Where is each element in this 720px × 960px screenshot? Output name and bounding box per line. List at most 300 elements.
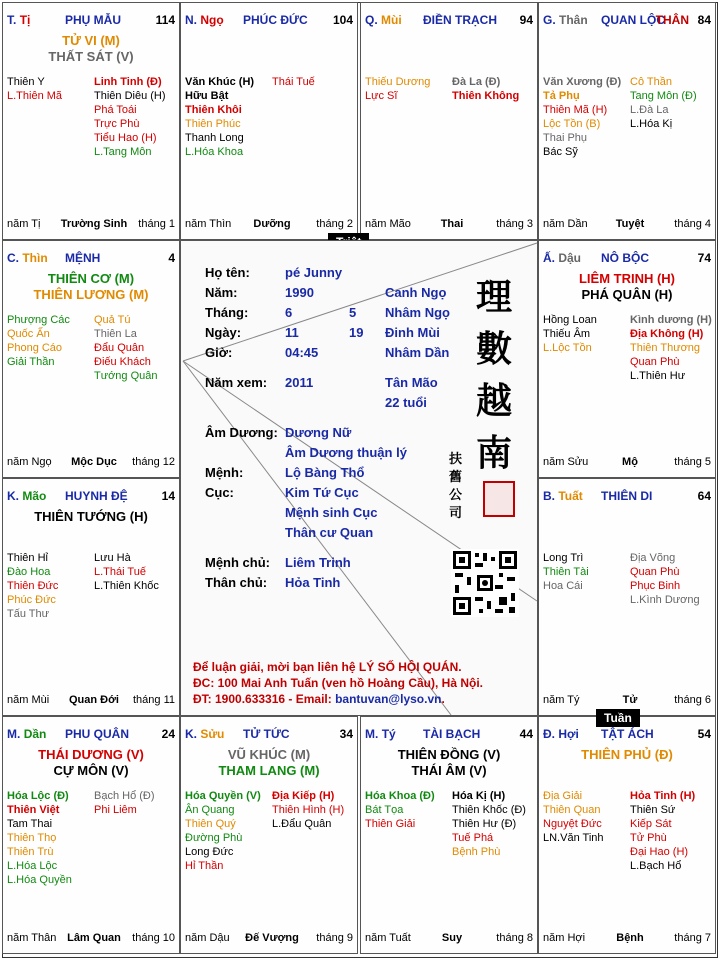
palace-cell-ty[interactable]: [360, 716, 538, 954]
minor-star: Thiên Quan: [543, 804, 601, 816]
palace-branch: Ngọ: [200, 13, 224, 27]
major-star: THIÊN ĐỒNG (V): [397, 747, 501, 762]
qr-code-icon[interactable]: [451, 549, 519, 617]
minor-star: Thiên Trù: [7, 846, 54, 858]
major-star: TỬ VI (M): [62, 33, 120, 48]
palace-name: MỆNH: [65, 251, 101, 265]
minor-star: L.Thiên Mã: [7, 90, 63, 102]
minor-star: Quan Phù: [630, 356, 680, 368]
minor-star: Long Trì: [543, 552, 584, 564]
palace-position: M.: [7, 727, 21, 741]
palace-month: tháng 4: [674, 218, 711, 230]
palace-stage: Mộ: [622, 456, 638, 468]
minor-star: Thiên Diêu (H): [94, 90, 166, 102]
palace-month: tháng 2: [316, 218, 353, 230]
palace-name: TỬ TỨC: [243, 727, 290, 741]
than-position: Thân cư Quan: [285, 525, 374, 540]
minor-star-column-left: [185, 75, 270, 159]
minor-star: Lưu Hà: [94, 552, 131, 564]
minor-star: Phi Liêm: [94, 804, 137, 816]
minor-star: Linh Tinh (Đ): [94, 76, 162, 88]
palace-footer: [185, 931, 353, 945]
palace-cell-dan[interactable]: [2, 716, 180, 954]
cuc-value: Kim Tứ Cục: [285, 485, 359, 500]
palace-stage: Tử: [622, 694, 638, 706]
palace-month: tháng 3: [496, 218, 533, 230]
palace-header: [7, 727, 175, 741]
palace-cell-thin[interactable]: [2, 240, 180, 478]
minor-star-column-right: [630, 75, 715, 131]
cuc-relation: Mệnh sinh Cục: [285, 505, 378, 520]
minor-star: Bạch Hổ (Đ): [94, 790, 155, 802]
menh-label: Mệnh:: [205, 465, 244, 480]
minor-star: Thái Tuế: [272, 76, 315, 88]
minor-star: Thiên Không: [452, 90, 520, 102]
major-star: THÁI ÂM (V): [411, 763, 487, 778]
minor-star: L.Kình Dương: [630, 594, 700, 606]
palace-stage: Quan Đới: [69, 694, 119, 706]
minor-star: Hỏa Tinh (H): [630, 790, 696, 802]
palace-header: [185, 727, 353, 741]
palace-position: M.: [365, 727, 379, 741]
than-chu-label: Thân chủ:: [205, 575, 268, 590]
view-year-can: Tân Mão: [385, 375, 438, 390]
palace-branch: Thân: [559, 13, 588, 27]
major-star: THÁI DƯƠNG (V): [38, 747, 144, 762]
minor-star: Bác Sỹ: [543, 146, 578, 158]
minor-star: Thanh Long: [185, 132, 244, 144]
minor-star-column-left: [185, 789, 270, 873]
palace-header: [543, 727, 711, 741]
palace-month: tháng 1: [138, 218, 175, 230]
palace-header: [185, 13, 353, 27]
palace-footer: [365, 931, 533, 945]
minor-star: Thiên Hình (H): [272, 804, 345, 816]
palace-branch: Tý: [381, 727, 396, 741]
minor-star-column-left: [543, 313, 628, 355]
calligraphy-logo: 理 數 越 南: [475, 276, 512, 474]
minor-star-column-left: [543, 551, 628, 593]
palace-year: năm Tị: [7, 218, 41, 230]
cuc-label: Cục:: [205, 485, 234, 500]
palace-header: [365, 13, 533, 27]
minor-star: Phục Binh: [630, 580, 681, 592]
tuan-tag: Tuần: [596, 709, 640, 727]
palace-name: TÀI BẠCH: [423, 727, 481, 741]
palace-position: G.: [543, 13, 556, 27]
minor-star-column-right: [94, 313, 179, 383]
palace-header: [365, 727, 533, 741]
palace-footer: [7, 455, 175, 469]
red-seal-icon: [483, 481, 515, 517]
minor-star: Kình dương (H): [630, 314, 712, 326]
name-value: pé Junny: [285, 265, 343, 280]
palace-branch: Mùi: [381, 13, 402, 27]
contact-info: [193, 659, 483, 707]
palace-footer: [7, 931, 175, 945]
minor-star: Giải Thần: [7, 356, 55, 368]
minor-star: Đại Hao (H): [630, 846, 689, 858]
palace-footer: [185, 217, 353, 231]
palace-age: 24: [161, 727, 175, 741]
minor-star: Hữu Bật: [185, 90, 229, 102]
minor-star: L.Hóa Lộc: [7, 860, 58, 872]
palace-month: tháng 11: [132, 694, 175, 706]
major-star: THIÊN CƠ (M): [47, 271, 135, 286]
palace-year: năm Thân: [7, 932, 57, 944]
palace-name: PHU QUÂN: [65, 727, 130, 741]
day-lunar: 19: [349, 325, 364, 340]
center-info-panel: [180, 240, 538, 716]
minor-star: L.Thiên Hư: [630, 370, 686, 382]
palace-stage: Đế Vượng: [245, 932, 299, 944]
palace-footer: [543, 455, 711, 469]
view-year-value: 2011: [285, 375, 314, 390]
menh-value: Lộ Bàng Thổ: [285, 465, 365, 480]
hour-value: 04:45: [285, 345, 319, 360]
major-star: THẤT SÁT (V): [48, 49, 134, 64]
minor-star: Thiên Thương: [630, 342, 701, 354]
palace-header: [543, 251, 711, 265]
palace-footer: [543, 217, 711, 231]
minor-star: Thiên La: [94, 328, 137, 340]
palace-name: QUAN LỘC: [601, 13, 665, 27]
major-star: LIÊM TRINH (H): [578, 271, 676, 286]
minor-star: L.Bạch Hổ: [630, 860, 682, 872]
palace-year: năm Dậu: [185, 932, 230, 944]
minor-star: L.Thiên Khốc: [94, 580, 159, 592]
palace-branch: Hợi: [558, 727, 579, 741]
minor-star: Thiên Giải: [365, 818, 416, 830]
minor-star-column-left: [7, 551, 92, 621]
minor-star-column-right: [630, 551, 715, 607]
palace-position: K.: [185, 727, 197, 741]
minor-star: Thai Phụ: [543, 132, 588, 144]
minor-star: Thiên Y: [7, 76, 45, 88]
minor-star: Trực Phù: [94, 118, 140, 130]
minor-star: Cô Thần: [630, 76, 672, 88]
palace-age: 84: [697, 13, 711, 27]
palace-month: tháng 5: [674, 456, 711, 468]
palace-header: [7, 13, 175, 27]
palace-position: C.: [7, 251, 19, 265]
month-lunar: 5: [349, 305, 357, 320]
minor-star-column-right: [94, 75, 179, 159]
palace-year: năm Tý: [543, 694, 580, 706]
major-star: VŨ KHÚC (M): [227, 747, 311, 762]
palace-header: [7, 251, 175, 265]
amduong-value: Dương Nữ: [285, 425, 352, 440]
hour-can: Nhâm Dần: [385, 345, 450, 360]
minor-star: Thiên Mã (H): [543, 104, 608, 116]
palace-header: [543, 13, 711, 27]
minor-star: Văn Khúc (H): [185, 76, 255, 88]
palace-branch: Dậu: [558, 251, 582, 265]
amduong-relation: Âm Dương thuận lý: [285, 445, 407, 460]
palace-name: PHỤ MẪU: [65, 13, 121, 27]
hour-label: Giờ:: [205, 345, 233, 360]
palace-age: 54: [697, 727, 711, 741]
day-can: Đinh Mùi: [385, 325, 440, 340]
minor-star-column-right: [452, 75, 537, 103]
palace-year: năm Thìn: [185, 218, 232, 230]
major-star: THAM LANG (M): [218, 763, 320, 778]
minor-star: L.Đà La: [630, 104, 669, 116]
minor-star: Thiên Phúc: [185, 118, 241, 130]
minor-star: Hóa Khoa (Đ): [365, 790, 435, 802]
palace-month: tháng 10: [132, 932, 175, 944]
minor-star: Địa Kiếp (H): [272, 790, 335, 802]
minor-star-column-left: [543, 75, 628, 159]
palace-stage: Tuyệt: [615, 218, 645, 230]
minor-star: Hoa Cái: [543, 580, 583, 592]
palace-branch: Dần: [23, 727, 47, 741]
minor-star: L.Tang Môn: [94, 146, 152, 158]
minor-star: L.Lộc Tồn: [543, 342, 592, 354]
palace-footer: [365, 217, 533, 231]
palace-stage: Suy: [441, 932, 463, 944]
than-marker: THÂN: [655, 13, 689, 27]
minor-star: Tang Môn (Đ): [630, 90, 697, 102]
minor-star: Phong Cáo: [7, 342, 63, 354]
view-age: 22 tuổi: [385, 395, 427, 410]
month-value: 6: [285, 305, 293, 320]
palace-age: 64: [697, 489, 711, 503]
palace-month: tháng 9: [316, 932, 353, 944]
day-label: Ngày:: [205, 325, 242, 340]
minor-star: L.Đẩu Quân: [272, 818, 332, 830]
palace-cell-hoi[interactable]: [538, 716, 716, 954]
minor-star-column-left: [7, 75, 92, 103]
palace-stage: Thai: [440, 218, 464, 230]
minor-star: Thiên Hư (Đ): [452, 818, 517, 830]
palace-month: tháng 6: [674, 694, 711, 706]
minor-star: Thiên Việt: [7, 804, 60, 816]
minor-star: Đẩu Quân: [94, 342, 145, 354]
minor-star: Bệnh Phù: [452, 846, 501, 858]
minor-star: Tam Thai: [7, 818, 53, 830]
palace-name: ĐIỀN TRẠCH: [423, 13, 497, 27]
minor-star-column-right: [94, 551, 179, 593]
palace-year: năm Tuất: [365, 932, 411, 944]
view-year-label: Năm xem:: [205, 375, 268, 390]
minor-star-column-left: [7, 789, 92, 887]
major-stars: [3, 509, 179, 525]
contact-line-2: ĐC: 100 Mai Anh Tuấn (ven hồ Hoàng Cầu), Hà Nội.: [193, 676, 484, 690]
minor-star: L.Hóa Kị: [630, 118, 673, 130]
minor-star: Quả Tú: [94, 314, 131, 326]
major-stars: [539, 271, 715, 303]
palace-year: năm Mùi: [7, 694, 50, 706]
minor-star: Tướng Quân: [94, 370, 158, 382]
email-link[interactable]: bantuvan@lyso.vn: [335, 692, 442, 706]
menh-chu-value: Liêm Trinh: [285, 555, 351, 570]
minor-star: Địa Võng: [630, 552, 676, 564]
major-stars: [181, 747, 357, 779]
minor-star: Hỉ Thần: [185, 860, 224, 872]
minor-star: Thiên Đức: [7, 580, 59, 592]
minor-star: Tả Phụ: [543, 90, 580, 102]
minor-star-column-right: [630, 789, 715, 873]
palace-cell-than[interactable]: [538, 2, 716, 240]
palace-position: Đ.: [543, 727, 555, 741]
minor-star: Ân Quang: [185, 804, 235, 816]
major-stars: [539, 747, 715, 763]
major-star: THIÊN TƯỚNG (H): [34, 509, 148, 524]
palace-month: tháng 7: [674, 932, 711, 944]
month-label: Tháng:: [205, 305, 249, 320]
palace-year: năm Dần: [543, 218, 588, 230]
contact-line-3: ĐT: 1900.633316 - Email: bantuvan@lyso.vn.: [193, 692, 445, 706]
palace-position: B.: [543, 489, 555, 503]
minor-star: Lực Sĩ: [365, 90, 398, 102]
minor-star: Quan Phù: [630, 566, 680, 578]
palace-footer: [543, 693, 711, 707]
minor-star: Lộc Tồn (B): [543, 118, 601, 130]
minor-star: Thiên Hỉ: [7, 552, 48, 564]
minor-star: Tấu Thư: [7, 608, 50, 620]
minor-star-column-left: [543, 789, 628, 845]
minor-star-column-left: [7, 313, 92, 369]
major-star: PHÁ QUÂN (H): [581, 287, 673, 302]
palace-age: 34: [339, 727, 353, 741]
palace-cell-ngo[interactable]: [180, 2, 358, 240]
palace-branch: Tuất: [558, 489, 583, 503]
minor-star: Thiên Quý: [185, 818, 236, 830]
palace-header: [543, 489, 711, 503]
minor-star: Thiên Sứ: [630, 804, 676, 816]
minor-star: L.Hóa Quyền: [7, 874, 72, 886]
palace-name: PHÚC ĐỨC: [243, 13, 308, 27]
palace-stage: Bệnh: [616, 932, 644, 944]
palace-stage: Trường Sinh: [60, 218, 128, 230]
minor-star: Quốc Ấn: [7, 328, 50, 340]
contact-line-1: Để luận giải, mời bạn liên hệ LÝ SỐ HỘI QUÁN.: [193, 660, 462, 674]
minor-star: Bát Tọa: [365, 804, 404, 816]
minor-star: Nguyệt Đức: [543, 818, 602, 830]
palace-stage: Dưỡng: [253, 218, 291, 230]
year-label: Năm:: [205, 285, 238, 300]
minor-star: Thiên Tài: [543, 566, 589, 578]
minor-star: Hóa Lộc (Đ): [7, 790, 69, 802]
major-stars: [3, 33, 179, 65]
palace-cell-ti[interactable]: [2, 2, 180, 240]
minor-star: Kiếp Sát: [630, 818, 672, 830]
palace-cell-mao[interactable]: [2, 478, 180, 716]
minor-star: Long Đức: [185, 846, 234, 858]
minor-star: Thiếu Âm: [543, 328, 591, 340]
day-value: 11: [285, 325, 299, 340]
minor-star: L.Hóa Khoa: [185, 146, 244, 158]
palace-age: 74: [697, 251, 711, 265]
major-star: CỰ MÔN (V): [53, 763, 129, 778]
minor-star: Tiểu Hao (H): [94, 132, 157, 144]
palace-cell-mui[interactable]: [360, 2, 538, 240]
palace-position: K.: [7, 489, 19, 503]
minor-star: Hồng Loan: [543, 314, 597, 326]
palace-month: tháng 12: [132, 456, 175, 468]
minor-star: Tuế Phá: [452, 832, 494, 844]
minor-star: Thiên Khốc (Đ): [452, 804, 526, 816]
palace-branch: Mão: [22, 489, 47, 503]
major-stars: [361, 747, 537, 779]
palace-year: năm Ngọ: [7, 456, 52, 468]
major-star: THIÊN LƯƠNG (M): [33, 287, 149, 302]
palace-branch: Thìn: [22, 251, 48, 265]
palace-name: TẬT ÁCH: [601, 727, 654, 741]
minor-star-column-right: [630, 313, 715, 383]
palace-stage: Mộc Dục: [71, 456, 117, 468]
palace-year: năm Hợi: [543, 932, 586, 944]
minor-star-column-left: [365, 75, 450, 103]
menh-chu-label: Mệnh chủ:: [205, 555, 270, 570]
seal-small-text: 扶 舊 公 司: [449, 452, 463, 521]
major-star: THIÊN PHỦ (Đ): [581, 747, 673, 762]
minor-star-column-right: [94, 789, 179, 817]
minor-star-column-right: [452, 789, 537, 859]
palace-name: NÔ BỘC: [601, 251, 649, 265]
minor-star: Tử Phù: [630, 832, 667, 844]
palace-position: T.: [7, 13, 17, 27]
palace-name: HUYNH ĐỆ: [65, 489, 128, 503]
minor-star: Địa Giải: [543, 790, 583, 802]
minor-star: Điếu Khách: [94, 356, 151, 368]
major-stars: [3, 271, 179, 303]
minor-star-column-right: [272, 75, 357, 89]
palace-footer: [7, 693, 175, 707]
palace-cell-suu[interactable]: [180, 716, 358, 954]
palace-position: N.: [185, 13, 197, 27]
minor-star-column-left: [365, 789, 450, 831]
minor-star: Hóa Quyền (V): [185, 790, 261, 802]
major-stars: [3, 747, 179, 779]
minor-star: Phúc Đức: [7, 594, 56, 606]
palace-stage: Lâm Quan: [67, 932, 121, 944]
minor-star: Địa Không (H): [630, 328, 704, 340]
year-value: 1990: [285, 285, 314, 300]
minor-star: Thiên Thọ: [7, 832, 57, 844]
minor-star: Phá Toái: [94, 104, 137, 116]
palace-footer: [7, 217, 175, 231]
palace-branch: Tị: [19, 13, 31, 27]
palace-age: 14: [161, 489, 175, 503]
palace-year: năm Mão: [365, 218, 411, 230]
palace-age: 94: [519, 13, 533, 27]
minor-star: Phượng Các: [7, 314, 70, 326]
palace-age: 4: [168, 251, 175, 265]
minor-star: Văn Xương (Đ): [543, 76, 622, 88]
month-can: Nhâm Ngọ: [385, 305, 450, 320]
minor-star: LN.Văn Tinh: [543, 832, 604, 844]
palace-position: Ấ.: [543, 251, 555, 265]
palace-cell-tuat[interactable]: [538, 478, 716, 716]
palace-position: Q.: [365, 13, 378, 27]
than-chu-value: Hỏa Tinh: [285, 575, 341, 590]
palace-branch: Sửu: [200, 727, 225, 741]
palace-footer: [543, 931, 711, 945]
year-can: Canh Ngọ: [385, 285, 447, 300]
palace-age: 114: [155, 13, 175, 27]
palace-month: tháng 8: [496, 932, 533, 944]
minor-star-column-right: [272, 789, 357, 831]
palace-cell-dau[interactable]: [538, 240, 716, 478]
name-label: Họ tên:: [205, 265, 250, 280]
minor-star: L.Thái Tuế: [94, 566, 146, 578]
minor-star: Hóa Kị (H): [452, 790, 506, 802]
minor-star: Đào Hoa: [7, 566, 51, 578]
minor-star: Đà La (Đ): [452, 76, 501, 88]
palace-year: năm Sửu: [543, 456, 589, 468]
